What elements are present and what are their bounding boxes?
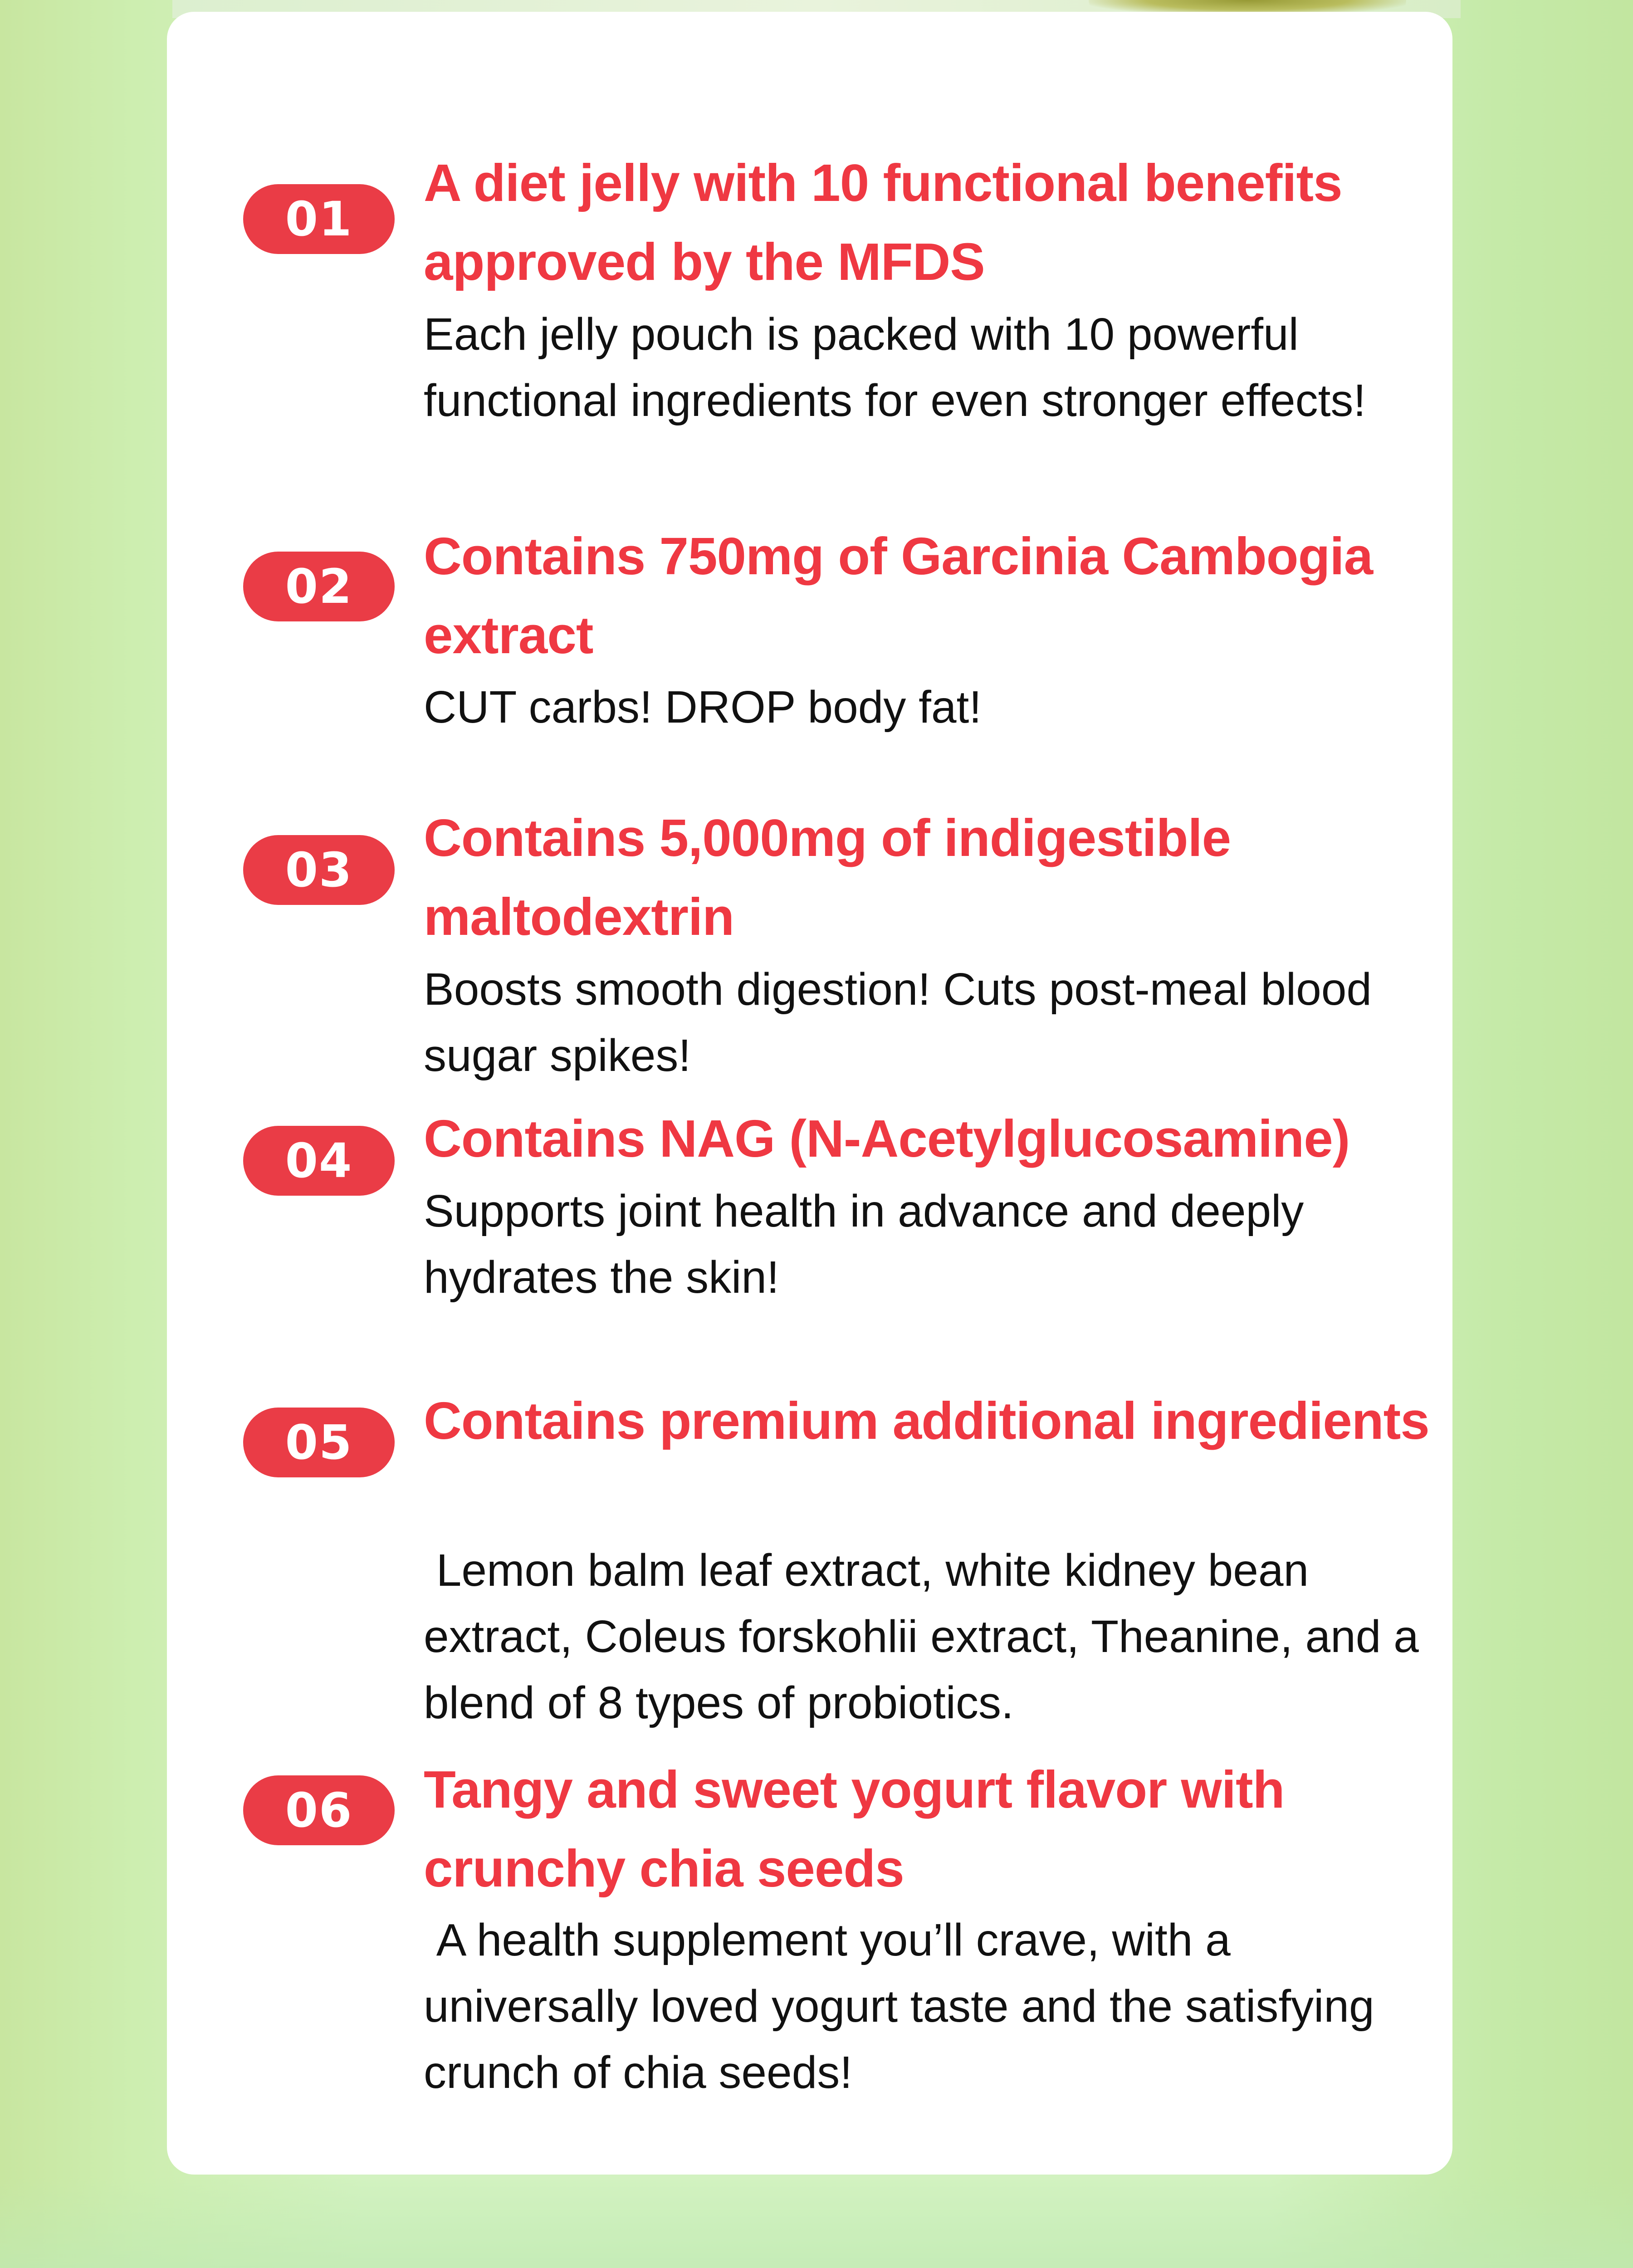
background-bottom-band [0, 2177, 1633, 2268]
feature-description: A health supplement you’ll crave, with a universally loved yogurt taste and the satisfying crunch of chia seeds! [424, 1915, 1387, 2098]
feature-heading: Tangy and sweet yogurt flavor with crunchy chia seeds [424, 1760, 1285, 1898]
feature-description: Boosts smooth digestion! Cuts post-meal blood sugar spikes! [424, 964, 1384, 1081]
feature-heading: Contains premium additional ingredients [424, 1391, 1429, 1450]
feature-heading: Contains 5,000mg of indigestible maltodextrin [424, 808, 1231, 946]
feature-number-badge: 06 [243, 1775, 395, 1845]
feature-description: Supports joint health in advance and deeply hydrates the skin! [424, 1186, 1317, 1303]
feature-description: CUT carbs! DROP body fat! [424, 682, 982, 733]
feature-description: Each jelly pouch is packed with 10 powerful functional ingredients for even stronger effects! [424, 309, 1366, 426]
feature-heading: Contains 750mg of Garcinia Cambogia extract [424, 527, 1373, 665]
feature-heading: Contains NAG (N-Acetylglucosamine) [424, 1109, 1350, 1168]
feature-description: Lemon balm leaf extract, white kidney bean extract, Coleus forskohlii extract, Theanine, and a blend of 8 types of probiotics. [424, 1545, 1432, 1728]
feature-number-badge: 03 [243, 835, 395, 905]
feature-number-badge: 05 [243, 1408, 395, 1477]
feature-heading: A diet jelly with 10 functional benefits approved by the MFDS [424, 153, 1342, 291]
feature-number-badge: 01 [243, 184, 395, 254]
feature-number-badge: 02 [243, 552, 395, 621]
features-card [167, 12, 1452, 2175]
feature-number-badge: 04 [243, 1126, 395, 1196]
